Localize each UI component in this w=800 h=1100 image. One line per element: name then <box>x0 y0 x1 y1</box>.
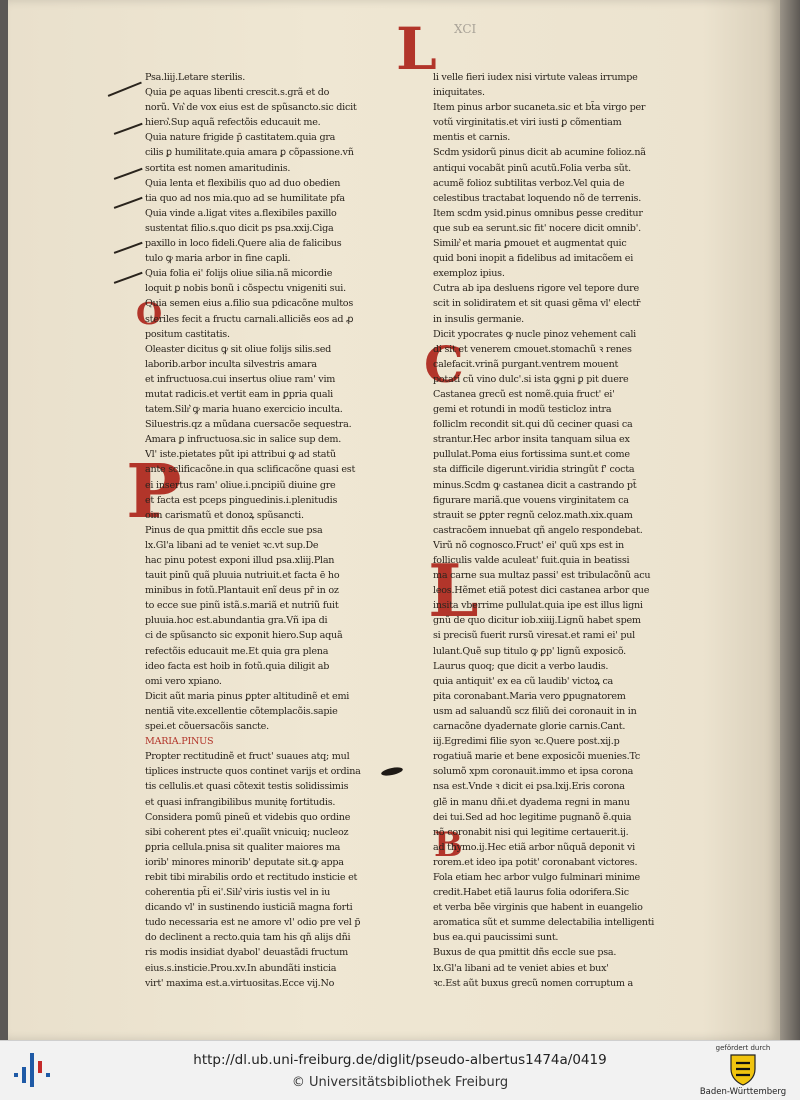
text-line: leos.Hẽmet etiã potest dici castanea arbor que <box>433 585 650 597</box>
text-line: lx.Gl'a libani ad te veniet abies et bux' <box>433 962 609 974</box>
text-line: in insulis germanie. <box>433 313 524 325</box>
coat-of-arms-icon <box>729 1053 757 1086</box>
text-line: et facta est pceps pinguedinis.i.plenitudis <box>145 494 338 506</box>
text-line: glẽ in manu dñi.et dyadema regni in manu <box>433 796 630 808</box>
text-line: steriles fecit a fructu carnali.alliciẽs eos ad ꝓ <box>145 313 354 325</box>
funder-logo[interactable] <box>693 1044 793 1098</box>
text-line: iorib' minores minorib' deputate sit.ꝙ appa <box>145 856 344 868</box>
text-line: ris modis insidiat dyabol' deuastãdi fructum <box>145 947 349 959</box>
text-line: eius.s.insticie.Prou.xv.In abundãti insticia <box>145 962 337 974</box>
text-line: carnacõne dyadernate glorie carnis.Cant. <box>433 721 626 733</box>
text-line: spei.et cõuersacõis sancte. <box>145 721 269 733</box>
text-line: ideo facta est hoib in fotũ.quia diligit ab <box>145 660 330 672</box>
text-line: positum castitatis. <box>145 328 230 340</box>
text-line: tauit pinũ quã pluuia nutriuit.et facta ē ho <box>145 570 340 582</box>
funder-name: Baden-Württemberg <box>699 1087 787 1097</box>
margin-stroke <box>108 82 142 97</box>
text-line: ei insertus ram' oliue.i.pncipiũ diuine gre <box>145 479 336 491</box>
margin-stroke <box>114 272 143 284</box>
text-line: calefacit.vrinã purgant.ventrem mouent <box>433 358 619 370</box>
text-line: quid boni inopit a fidelibus ad imitacõem ei <box>433 253 634 265</box>
text-line: gemi et rotundi in modũ testicloz intra <box>433 404 612 416</box>
text-line: laborib.arbor inculta silvestris amara <box>145 358 317 370</box>
text-line: Dicit aũt maria pinus ꝑpter altitudinẽ et emi <box>145 690 350 702</box>
document-url[interactable]: http://dl.ub.uni-freiburg.de/diglit/pseudo-albertus1474a/0419 <box>193 1052 607 1068</box>
text-line: tudo necessaria est ne amore vl' odio pre vel p̃ <box>145 917 361 929</box>
text-line: Siluestris.qz a mũdana cuersacõe sequestra. <box>145 419 352 431</box>
text-line: exemploz ipius. <box>433 268 505 280</box>
text-line: Quia vinde a.ligat vites a.flexibiles paxillo <box>145 207 337 219</box>
text-line: credit.Habet etiã laurus folia odorifera.Sic <box>433 887 629 899</box>
text-line: castracõem innuebat qñ angelo respondebat. <box>433 524 643 536</box>
text-line: minus.Scdm ꝙ castanea dicit a castrando pt̃ <box>433 479 637 491</box>
copyright-notice: © Universitätsbibliothek Freiburg <box>291 1075 509 1090</box>
text-line: Item pinus arbor sucaneta.sic et bt̃a virgo per <box>433 102 646 114</box>
text-line: solumõ xpm coronauit.immo et ipsa corona <box>433 766 634 778</box>
text-line: lulant.Quẽ sup titulo ꝙ ꝑp' lignũ exposicõ. <box>433 645 626 657</box>
text-line: iij.Egredimi filie syon ꝛc.Quere post.xij.p <box>433 736 620 748</box>
text-line: Virũ nõ cognosco.Fruct' ei' quũ xps est in <box>433 539 624 551</box>
text-line: que sub ea serunt.sic fit' nocere dicit omnib'. <box>433 222 641 234</box>
text-line: strantur.Hec arbor insita tanquam silua ex <box>433 434 630 446</box>
text-line: quia antiquit' ex ea cũ laudib' victoꝝ ca <box>433 675 614 687</box>
text-line: si precisũ fuerit rursũ viresat.et rami ei' pul <box>433 630 635 642</box>
text-line: Castanea grecũ est nomẽ.quia fruct' ei' <box>433 388 615 400</box>
text-line: hiero͛.Sup aquã refectõis educauit me. <box>145 117 321 129</box>
text-line: Scdm ysidorũ pinus dicit ab acumine folioz.nã <box>433 147 646 159</box>
text-line: pluuia.hoc est.abundantia gra.Vñ ipa di <box>145 615 328 627</box>
text-line: tiplices instructe quos continet varijs et ordina <box>145 766 361 778</box>
margin-stroke <box>114 197 143 209</box>
text-line: norũ. Vn͛ de vox eius est de spũsancto.sic dicit <box>145 102 357 114</box>
text-line: insita vberrime pullulat.quia ipe est illus ligni <box>433 600 643 612</box>
text-line: Amara ꝑ infructuosa.sic in salice sup dem. <box>145 434 342 446</box>
text-line: Item scdm ysid.pinus omnibus ꝑesse creditur <box>433 207 643 219</box>
text-line: coherentia pt̃i ei'.Silr͛ viris iustis vel in iu <box>145 887 331 899</box>
text-line: dicando vl' in sustinendo iusticiã magna forti <box>145 902 353 914</box>
text-line: loquit ꝑ nobis bonũ i cõspectu vnigeniti sui. <box>145 283 346 295</box>
footer <box>0 1040 800 1100</box>
text-line: refectõis educauit me.Et quia gra plena <box>145 645 329 657</box>
initial-l: L <box>396 15 437 83</box>
text-line: Considera pomũ pineũ et videbis quo ordine <box>145 811 351 823</box>
text-line: ma carne sua multaz passi' est tribulacõnũ acu <box>433 570 651 582</box>
text-line: tia quo ad nos mia.quo ad se humilitate pfa <box>145 192 345 204</box>
text-line: Psa.liij.Letare sterilis. <box>145 72 246 83</box>
initial-b: B <box>434 825 463 865</box>
text-line: Cutra ab ipa desluens rigore vel tepore dure <box>433 283 639 295</box>
text-line: rogatiuã marie et bene exposicõi muenies.Tc <box>433 751 640 763</box>
text-line: sibi coherent ptes ei'.quaĩit vnicuiq; nucleoz <box>145 826 349 838</box>
text-line: Quia ꝑe aquas libenti crescit.s.grã et do <box>145 87 330 99</box>
margin-stroke <box>114 168 143 180</box>
text-line: votũ virginitatis.et viri iusti ꝑ cõmentiam <box>433 117 622 129</box>
text-line: Propter rectitudinẽ et fruct' suaues atq; mul <box>145 751 350 763</box>
text-line: nentiã vite.excellentie cõtemplacõis.sapie <box>145 705 338 717</box>
text-line: gnũ de quo dicitur iob.xiiij.Lignũ habet spem <box>433 615 641 627</box>
text-line: ante sclificacõne.in qua sclificacõne quasi est <box>145 464 356 476</box>
text-line: folliculis valde aculeat' fuit.quia in beatissi <box>433 555 630 566</box>
text-line: di sit et venerem cmouet.stomachũ ꝛ renes <box>433 343 632 355</box>
text-line: cilis ꝑ humilitate.quia amara ꝑ cõpassione.vñ <box>145 147 354 159</box>
text-line: figurare mariã.que vouens virginitatem ca <box>433 494 629 506</box>
text-line: nõ coronabit nisi qui legitime certauerit.ij. <box>433 826 629 838</box>
text-line: Quia lenta et flexibilis quo ad duo obedien <box>145 177 341 189</box>
text-line: Similr͛ et maria ꝑmouet et augmentat quic <box>433 238 627 250</box>
text-line: oim carismatũ et donoꝝ spũsancti. <box>145 509 304 521</box>
text-line: antiqui vocabãt pinũ acutũ.Folia verba sũt. <box>433 162 631 174</box>
text-line: Oleaster dicitus ꝙ sit oliue folijs silis.sed <box>145 343 332 355</box>
manuscript-page <box>8 0 780 1040</box>
text-line: rorem.et ideo ipa potit' coronabant victores. <box>433 856 638 868</box>
text-line: Dicit ypocrates ꝙ nucle pinoz vehement cali <box>433 328 636 340</box>
text-line: sta difficile digerunt.viridia stringũt f' cocta <box>433 464 635 476</box>
text-line: Quia semen eius a.filio sua pdicacõne multos <box>145 298 354 310</box>
text-line: et quasi infrangibilibus munitę fortitudis. <box>145 796 336 808</box>
text-line: ad thymo.ij.Hec etiã arbor nũquã deponit vi <box>433 841 635 853</box>
text-line: minibus in fotũ.Plantauit enĩ deus pr̄ in oz <box>145 585 339 597</box>
margin-stroke <box>114 242 143 254</box>
margin-stroke <box>114 123 143 135</box>
text-line: et infructuosa.cui insertus oliue ram' vim <box>145 373 336 385</box>
funded-by-label: gefördert durch <box>715 1044 771 1052</box>
right-column <box>433 70 686 991</box>
initial-c: C <box>424 335 464 394</box>
text-line: omi vero xpiano. <box>145 675 222 687</box>
left-column <box>145 70 390 991</box>
text-line: potati cũ vino dulc'.si ista ꝙgni ꝑ pit duere <box>433 373 629 385</box>
text-line: tatem.Silr͛ ꝙ maria huano exercicio inculta. <box>145 404 343 416</box>
text-line: usm ad saluandũ scz filiũ dei coronauit in in <box>433 705 637 717</box>
text-line: to ecce sue pinũ istã.s.mariã et nutriũ fuit <box>145 600 339 612</box>
text-line: celestibus tractabat loquendo nõ de terrenis. <box>433 192 642 204</box>
text-line: scit in solidiratem et sit quasi gẽma vl' electr̃ <box>433 298 641 310</box>
initial-l-laurus: L <box>428 548 479 633</box>
text-line: lx.Gl'a libani ad te veniet ꝛc.vt sup.De <box>145 539 319 551</box>
text-line: acumẽ folioz subtilitas verboz.Vel quia de <box>433 177 625 189</box>
text-line: aromatica sũt et summe delectabilia intelligenti <box>433 917 655 929</box>
text-line: nsa est.Vnde ꝛ dicit ei psa.lxij.Eris corona <box>433 781 625 793</box>
initial-o: O <box>136 297 163 332</box>
text-line: ꝑpria cellula.pnisa sit qualiter maiores ma <box>145 841 341 853</box>
text-line: Fola etiam hec arbor vulgo fulminari minime <box>433 871 640 883</box>
text-line: Pinus de qua pmittit dñs eccle sue psa <box>145 524 323 536</box>
text-line: mutat radicis.et vertit eam in ꝑpria quali <box>145 388 333 400</box>
initial-p: P <box>126 449 182 535</box>
text-line: et verba bẽe virginis que habent in euangelio <box>433 902 643 914</box>
text-line: Quia nature frigide p̄ castitatem.quia gra <box>145 132 336 144</box>
text-line: folliclm recondit sit.qui dũ ceciner quasi ca <box>433 419 633 431</box>
text-line: ꝛc.Est aũt buxus grecũ nomen corruptum a <box>433 977 633 989</box>
text-line: Buxus de qua pmittit dñs eccle sue psa. <box>433 947 617 959</box>
text-line: Laurus quoq; que dicit a verbo laudis. <box>433 660 609 672</box>
text-line: tulo ꝙ maria arbor in fine capli. <box>145 253 291 265</box>
text-line: li velle fieri iudex nisi virtute valeas irrumpe <box>433 72 638 83</box>
text-line: iniquitates. <box>433 87 485 99</box>
text-line: Vl' iste.pietates pũt ipi attribui ꝙ ad statũ <box>145 449 336 461</box>
text-line: dei tui.Sed ad hoc legitime pugnanõ ẽ.quia <box>433 811 632 823</box>
library-logo-icon[interactable] <box>12 1049 54 1089</box>
text-line: Quia folia ei' folijs oliue silia.nã micordie <box>145 268 333 280</box>
text-line: mentis et carnis. <box>433 132 511 144</box>
text-line: sortita est nomen amaritudinis. <box>145 162 291 174</box>
text-line: paxillo in loco fideli.Quere alia de falicibus <box>145 238 342 250</box>
folio-mark: XCI <box>454 22 477 36</box>
text-line: tis cellulis.et quasi cõtexit testis solidissimis <box>145 781 349 793</box>
text-line: MARIA.PINUS <box>145 736 214 748</box>
text-line: virt' maxima est.a.virtuositas.Ecce vij.No <box>145 977 335 989</box>
text-line: pita coronabant.Maria vero ꝑpugnatorem <box>433 690 626 702</box>
text-line: pullulat.Poma eius fortissima sunt.et come <box>433 449 630 461</box>
text-line: hac pinu potest exponi illud psa.xliij.Plan <box>145 555 335 566</box>
text-line: ci de spũsancto sic exponit hiero.Sup aquã <box>145 630 343 642</box>
text-line: sustentat filio.s.quo dicit ps psa.xxij.Ciga <box>145 222 334 234</box>
text-line: rebit tibi mirabilis ordo et rectitudo insticie et <box>145 871 358 883</box>
text-line: bus ea.qui paucissimi sunt. <box>433 932 559 944</box>
page-edge <box>780 0 800 1040</box>
text-line: strauit se ꝑpter regnũ celoz.math.xix.quam <box>433 509 633 521</box>
text-line: do declinent a recto.quia tam his qñ alijs dñi <box>145 932 351 944</box>
